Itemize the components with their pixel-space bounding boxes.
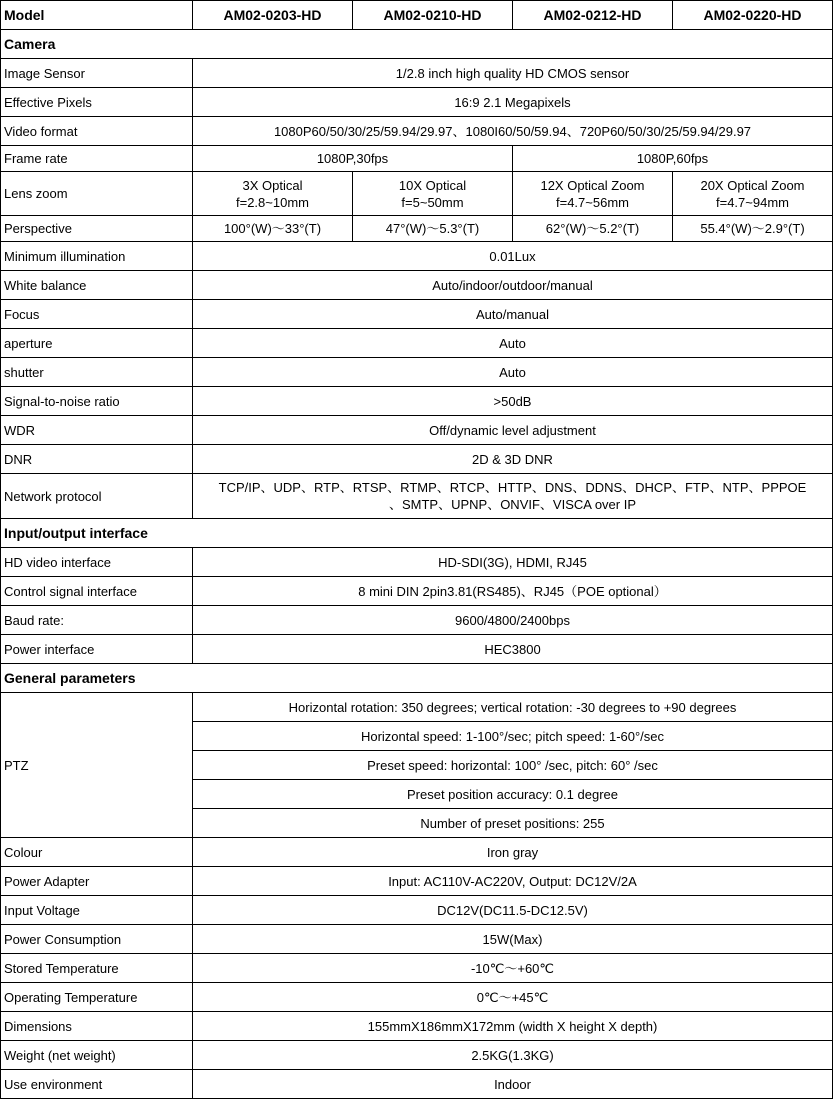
section-general [1,664,833,693]
row-power-adapter [1,867,833,896]
value-effective-pixels: 16:9 2.1 Megapixels [193,88,833,117]
row-weight [1,1041,833,1070]
row-lens-zoom [1,172,833,216]
value-perspective-0203: 100°(W)～33°(T) [193,216,353,242]
row-network-protocol [1,474,833,519]
value-dimensions: 155mmX186mmX172mm (width X height X depth) [193,1012,833,1041]
value-min-illumination: 0.01Lux [193,242,833,271]
value-ptz-preset-accuracy: Preset position accuracy: 0.1 degree [193,780,833,809]
row-hd-video [1,548,833,577]
row-stored-temp [1,954,833,983]
label-network-protocol: Network protocol [1,474,193,519]
value-dnr: 2D & 3D DNR [193,445,833,474]
section-title-general: General parameters [1,664,833,693]
row-use-environment [1,1070,833,1099]
label-white-balance: White balance [1,271,193,300]
value-perspective-0220: 55.4°(W)～2.9°(T) [673,216,833,242]
value-shutter: Auto [193,358,833,387]
value-aperture: Auto [193,329,833,358]
label-min-illumination: Minimum illumination [1,242,193,271]
section-camera [1,30,833,59]
value-use-environment: Indoor [193,1070,833,1099]
label-hd-video: HD video interface [1,548,193,577]
section-io [1,519,833,548]
value-hd-video: HD-SDI(3G), HDMI, RJ45 [193,548,833,577]
row-power-interface [1,635,833,664]
row-effective-pixels [1,88,833,117]
value-ptz-rotation: Horizontal rotation: 350 degrees; vertical rotation: -30 degrees to +90 degrees [193,693,833,722]
label-shutter: shutter [1,358,193,387]
value-baud-rate: 9600/4800/2400bps [193,606,833,635]
row-power-consumption [1,925,833,954]
label-power-interface: Power interface [1,635,193,664]
row-operating-temp [1,983,833,1012]
label-lens-zoom: Lens zoom [1,172,193,216]
value-white-balance: Auto/indoor/outdoor/manual [193,271,833,300]
value-snr: >50dB [193,387,833,416]
label-snr: Signal-to-noise ratio [1,387,193,416]
row-min-illumination [1,242,833,271]
label-power-adapter: Power Adapter [1,867,193,896]
label-operating-temp: Operating Temperature [1,983,193,1012]
value-weight: 2.5KG(1.3KG) [193,1041,833,1070]
value-lens-zoom-0210 [353,172,513,216]
label-dnr: DNR [1,445,193,474]
value-input-voltage: DC12V(DC11.5-DC12.5V) [193,896,833,925]
row-baud-rate [1,606,833,635]
label-ptz: PTZ [1,693,193,838]
lens-focal-text: f=4.7~56mm [556,194,629,210]
value-operating-temp: 0℃～+45℃ [193,983,833,1012]
label-focus: Focus [1,300,193,329]
row-dnr [1,445,833,474]
label-power-consumption: Power Consumption [1,925,193,954]
row-white-balance [1,271,833,300]
label-frame-rate: Frame rate [1,146,193,172]
row-wdr [1,416,833,445]
value-power-adapter: Input: AC110V-AC220V, Output: DC12V/2A [193,867,833,896]
value-network-protocol [193,474,833,519]
label-control-signal: Control signal interface [1,577,193,606]
lens-focal-text: f=5~50mm [401,194,464,210]
label-use-environment: Use environment [1,1070,193,1099]
value-video-format: 1080P60/50/30/25/59.94/29.97、1080I60/50/59.94、720P60/50/30/25/59.94/29.97 [193,117,833,146]
row-frame-rate [1,146,833,172]
value-perspective-0212: 62°(W)～5.2°(T) [513,216,673,242]
model-header-am02-0220: AM02-0220-HD [673,1,833,30]
row-video-format [1,117,833,146]
value-frame-rate-30: 1080P,30fps [193,146,513,172]
label-stored-temp: Stored Temperature [1,954,193,983]
label-weight: Weight (net weight) [1,1041,193,1070]
value-lens-zoom-0203 [193,172,353,216]
lens-zoom-text: 12X Optical Zoom [540,177,645,193]
lens-focal-text: f=2.8~10mm [236,194,309,210]
lens-focal-text: f=4.7~94mm [716,194,789,210]
row-input-voltage [1,896,833,925]
label-colour: Colour [1,838,193,867]
value-lens-zoom-0220 [673,172,833,216]
row-colour [1,838,833,867]
label-image-sensor: Image Sensor [1,59,193,88]
label-perspective: Perspective [1,216,193,242]
lens-zoom-text: 20X Optical Zoom [700,177,805,193]
label-input-voltage: Input Voltage [1,896,193,925]
value-focus: Auto/manual [193,300,833,329]
label-baud-rate: Baud rate: [1,606,193,635]
row-ptz [1,693,833,722]
row-dimensions [1,1012,833,1041]
label-aperture: aperture [1,329,193,358]
model-header-am02-0212: AM02-0212-HD [513,1,673,30]
value-wdr: Off/dynamic level adjustment [193,416,833,445]
row-aperture [1,329,833,358]
value-power-consumption: 15W(Max) [193,925,833,954]
value-ptz-preset-count: Number of preset positions: 255 [193,809,833,838]
label-dimensions: Dimensions [1,1012,193,1041]
network-protocol-line1: TCP/IP、UDP、RTP、RTSP、RTMP、RTCP、HTTP、DNS、DDNS、DHCP、FTP、NTP、PPPOE [218,480,807,495]
value-colour: Iron gray [193,838,833,867]
row-control-signal [1,577,833,606]
value-frame-rate-60: 1080P,60fps [513,146,833,172]
value-control-signal: 8 mini DIN 2pin3.81(RS485)、RJ45（POE optional） [193,577,833,606]
header-row [1,1,833,30]
lens-zoom-text: 10X Optical [398,177,467,193]
value-power-interface: HEC3800 [193,635,833,664]
row-shutter [1,358,833,387]
model-header-am02-0203: AM02-0203-HD [193,1,353,30]
lens-zoom-text: 3X Optical [242,177,303,193]
value-ptz-speed: Horizontal speed: 1-100°/sec; pitch speed: 1-60°/sec [193,722,833,751]
section-title-io: Input/output interface [1,519,833,548]
section-title-camera: Camera [1,30,833,59]
label-effective-pixels: Effective Pixels [1,88,193,117]
network-protocol-line2: 、SMTP、UPNP、ONVIF、VISCA over IP [388,497,637,512]
model-header-am02-0210: AM02-0210-HD [353,1,513,30]
value-perspective-0210: 47°(W)～5.3°(T) [353,216,513,242]
label-wdr: WDR [1,416,193,445]
row-focus [1,300,833,329]
model-header: Model [1,1,193,30]
value-lens-zoom-0212 [513,172,673,216]
row-image-sensor [1,59,833,88]
row-snr [1,387,833,416]
row-perspective [1,216,833,242]
value-stored-temp: -10℃～+60℃ [193,954,833,983]
label-video-format: Video format [1,117,193,146]
value-ptz-preset-speed: Preset speed: horizontal: 100° /sec, pitch: 60° /sec [193,751,833,780]
value-image-sensor: 1/2.8 inch high quality HD CMOS sensor [193,59,833,88]
